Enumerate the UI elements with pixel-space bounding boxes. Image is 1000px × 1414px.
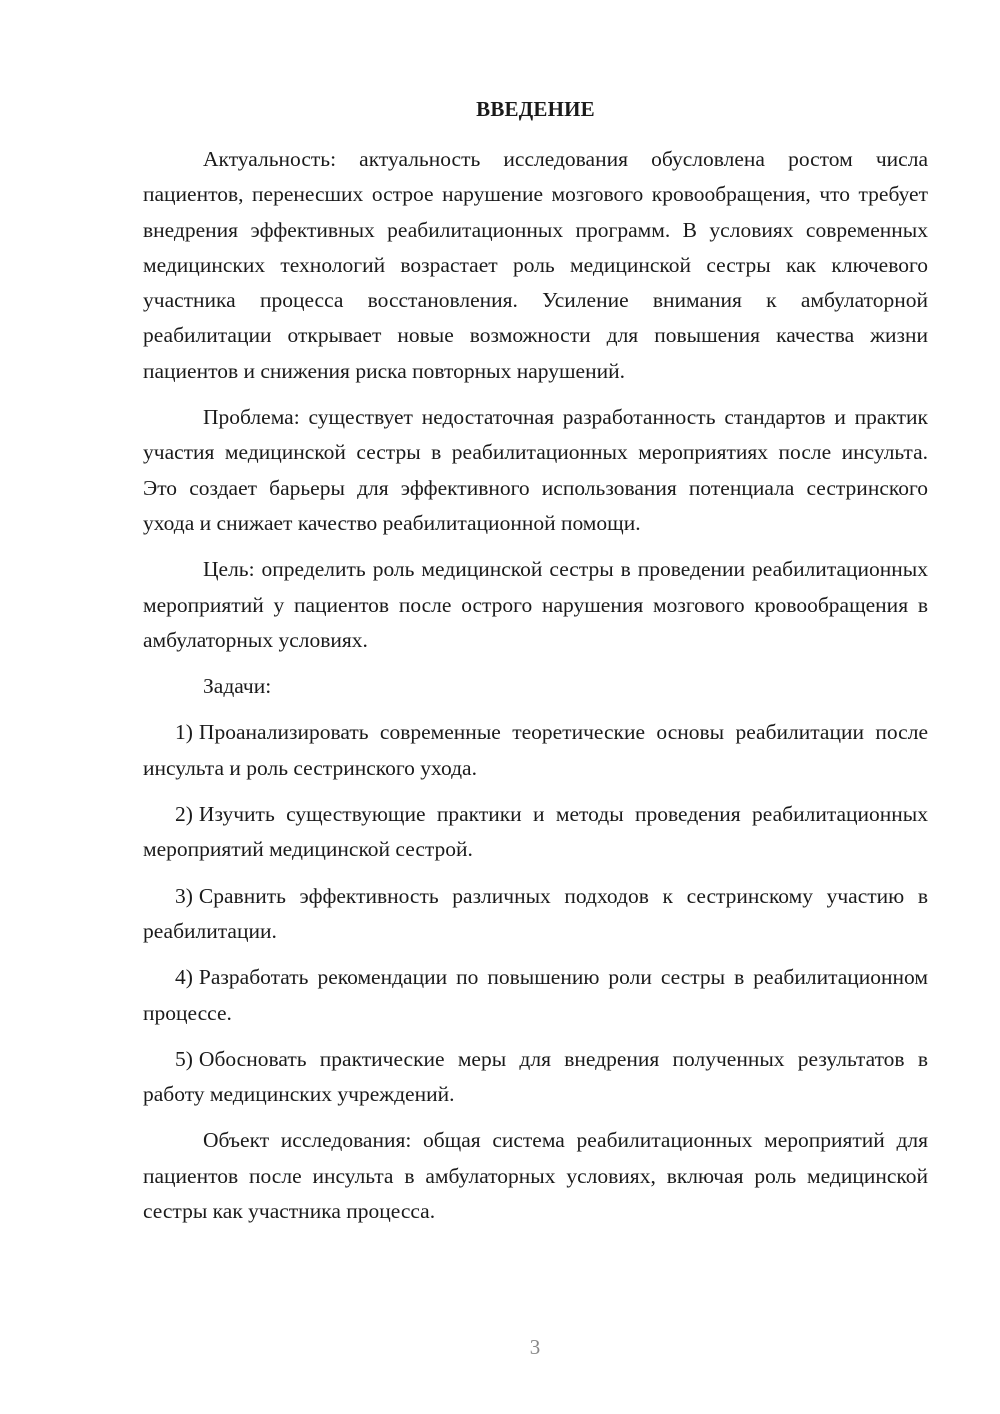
task-number: 4) <box>175 965 193 990</box>
task-text: Изучить существующие практики и методы проведения реабилитационных мероприятий медицинской сестрой. <box>143 802 928 862</box>
section-heading: ВВЕДЕНИЕ <box>476 97 595 121</box>
task-number: 1) <box>175 720 193 745</box>
task-text: Разработать рекомендации по повышению роли сестры в реабилитационном процессе. <box>143 965 928 1025</box>
task-text: Проанализировать современные теоретические основы реабилитации после инсульта и роль сестринского ухода. <box>143 720 928 780</box>
page-number: 3 <box>529 1335 541 1359</box>
paragraph-object: Объект исследования: общая система реабилитационных мероприятий для пациентов после инсульта в амбулаторных условиях, включая роль медицинской сестры как участника процесса. <box>143 1128 928 1224</box>
task-text: Сравнить эффективность различных подходов к сестринскому участию в реабилитации. <box>143 883 928 943</box>
task-item <box>143 715 928 786</box>
page-content <box>143 92 928 1240</box>
task-number: 3) <box>175 883 193 908</box>
paragraph-goal: Цель: определить роль медицинской сестры в проведении реабилитационных мероприятий у пациентов после острого нарушения мозгового кровообращения в амбулаторных условиях. <box>143 557 928 652</box>
paragraph-relevance: Актуальность: актуальность исследования обусловлена ростом числа пациентов, перенесших острое нарушение мозгового кровообращения, что требует внедрения эффективных реабилитационных программ. В условиях современных медицинских технологий возрастает роль медицинской сестры как ключевого участника процесса восстановления. Усиление внимания к амбулаторной реабилитации открывает новые возможности для повышения качества жизни пациентов и снижения риска повторных нарушений. <box>143 147 928 383</box>
task-number: 5) <box>175 1046 193 1071</box>
task-item <box>143 960 928 1031</box>
tasks-list <box>143 715 928 1112</box>
task-number: 2) <box>175 802 193 827</box>
task-item <box>143 1042 928 1113</box>
task-text: Обосновать практические меры для внедрения полученных результатов в работу медицинских учреждений. <box>143 1046 928 1107</box>
task-item <box>143 797 928 868</box>
tasks-label: Задачи: <box>203 674 272 699</box>
paragraph-problem: Проблема: существует недостаточная разработанность стандартов и практик участия медицинской сестры в реабилитационных мероприятиях после инсульта. Это создает барьеры для эффективного использования потенциала сестринского ухода и снижает качество реабилитационной помощи. <box>143 405 928 535</box>
task-item <box>143 879 928 950</box>
